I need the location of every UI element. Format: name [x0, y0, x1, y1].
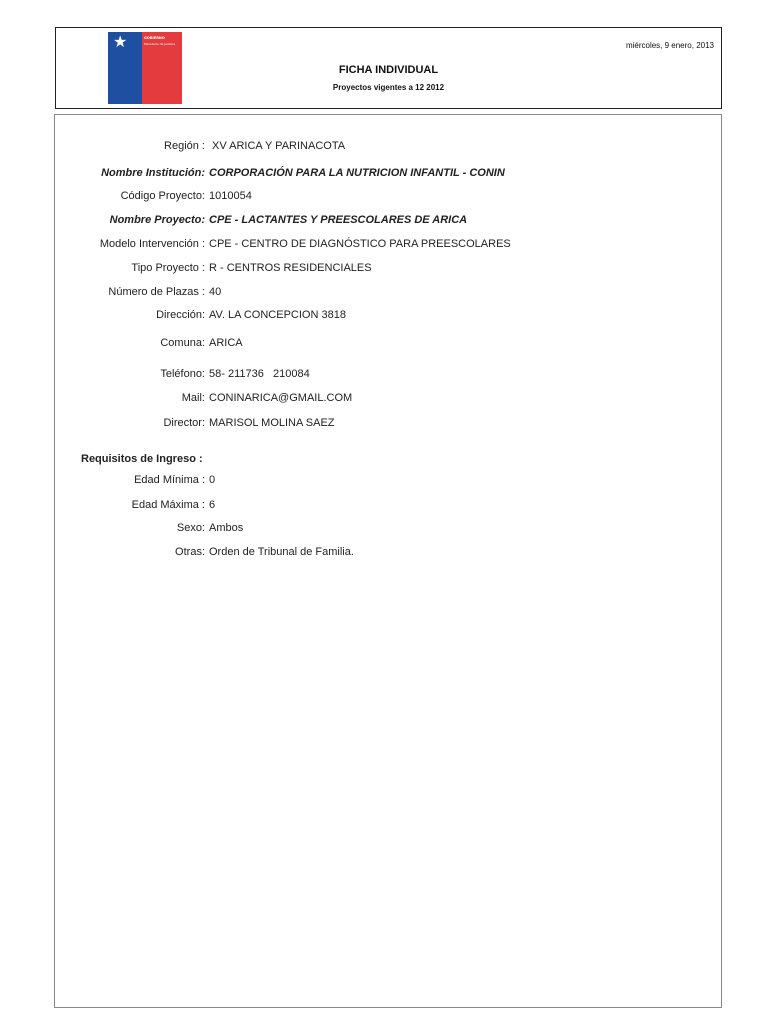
field-label: Otras:: [175, 546, 205, 558]
field-value: 6: [209, 499, 216, 511]
field-mail: [0, 390, 770, 406]
field-nombre-proyecto: [0, 212, 770, 228]
field-value: 1010054: [209, 190, 252, 202]
field-edad-minima: [0, 472, 770, 488]
requisitos-heading: Requisitos de Ingreso :: [81, 453, 203, 465]
field-value: Ambos: [209, 522, 244, 534]
field-telefono: [0, 366, 770, 382]
field-otras: [0, 544, 770, 560]
field-value: 58- 211736 210084: [209, 368, 310, 380]
field-value: MARISOL MOLINA SAEZ: [209, 417, 335, 429]
field-institucion: [0, 165, 770, 181]
field-value: 0: [209, 474, 216, 486]
field-value: CPE - CENTRO DE DIAGNÓSTICO PARA PREESCOLARES: [209, 238, 511, 250]
field-label: Dirección:: [156, 309, 205, 321]
logo-footer-text: Gobierno de Chile: [76, 96, 108, 100]
field-value: AV. LA CONCEPCION 3818: [209, 309, 346, 321]
report-date: miércoles, 9 enero, 2013: [625, 41, 714, 50]
field-value: ARICA: [209, 337, 243, 349]
field-label: Comuna:: [160, 337, 205, 349]
field-edad-maxima: [0, 497, 770, 513]
field-label: Edad Máxima :: [131, 499, 205, 511]
star-icon: ★: [113, 32, 128, 51]
field-modelo: [0, 236, 770, 252]
report-header: [55, 27, 722, 109]
field-region: [0, 138, 770, 154]
field-label: Mail:: [181, 392, 205, 404]
logo-name-text: GOBIERNO: [144, 36, 165, 40]
field-label: Número de Plazas :: [108, 286, 205, 298]
field-label: Edad Mínima :: [134, 474, 205, 486]
field-label: Región :: [164, 140, 205, 152]
field-label: Nombre Institución:: [101, 167, 205, 179]
field-plazas: [0, 284, 770, 300]
logo-subname-text: Ministerio de Justicia: [144, 42, 175, 46]
field-value: R - CENTROS RESIDENCIALES: [209, 262, 372, 274]
field-label: Nombre Proyecto:: [109, 214, 205, 226]
field-value: CPE - LACTANTES Y PREESCOLARES DE ARICA: [209, 214, 468, 226]
field-value: CORPORACIÓN PARA LA NUTRICION INFANTIL - CONIN: [209, 167, 505, 179]
field-label: Director:: [163, 417, 205, 429]
field-label: Teléfono:: [160, 368, 205, 380]
field-label: Sexo:: [176, 522, 205, 534]
field-label: Modelo Intervención :: [99, 238, 205, 250]
field-value: Orden de Tribunal de Familia.: [209, 546, 354, 558]
field-codigo: [0, 188, 770, 204]
report-title: FICHA INDIVIDUAL: [338, 64, 439, 76]
field-comuna: [0, 335, 770, 351]
field-value: CONINARICA@GMAIL.COM: [209, 392, 353, 404]
field-tipo: [0, 260, 770, 276]
field-label: Tipo Proyecto :: [131, 262, 205, 274]
field-director: [0, 415, 770, 431]
field-direccion: [0, 307, 770, 323]
field-label: Código Proyecto:: [120, 190, 205, 202]
field-sexo: [0, 520, 770, 536]
field-value: XV ARICA Y PARINACOTA: [212, 140, 346, 152]
report-subtitle: Proyectos vigentes a 12 2012: [332, 83, 445, 92]
field-value: 40: [209, 286, 222, 298]
